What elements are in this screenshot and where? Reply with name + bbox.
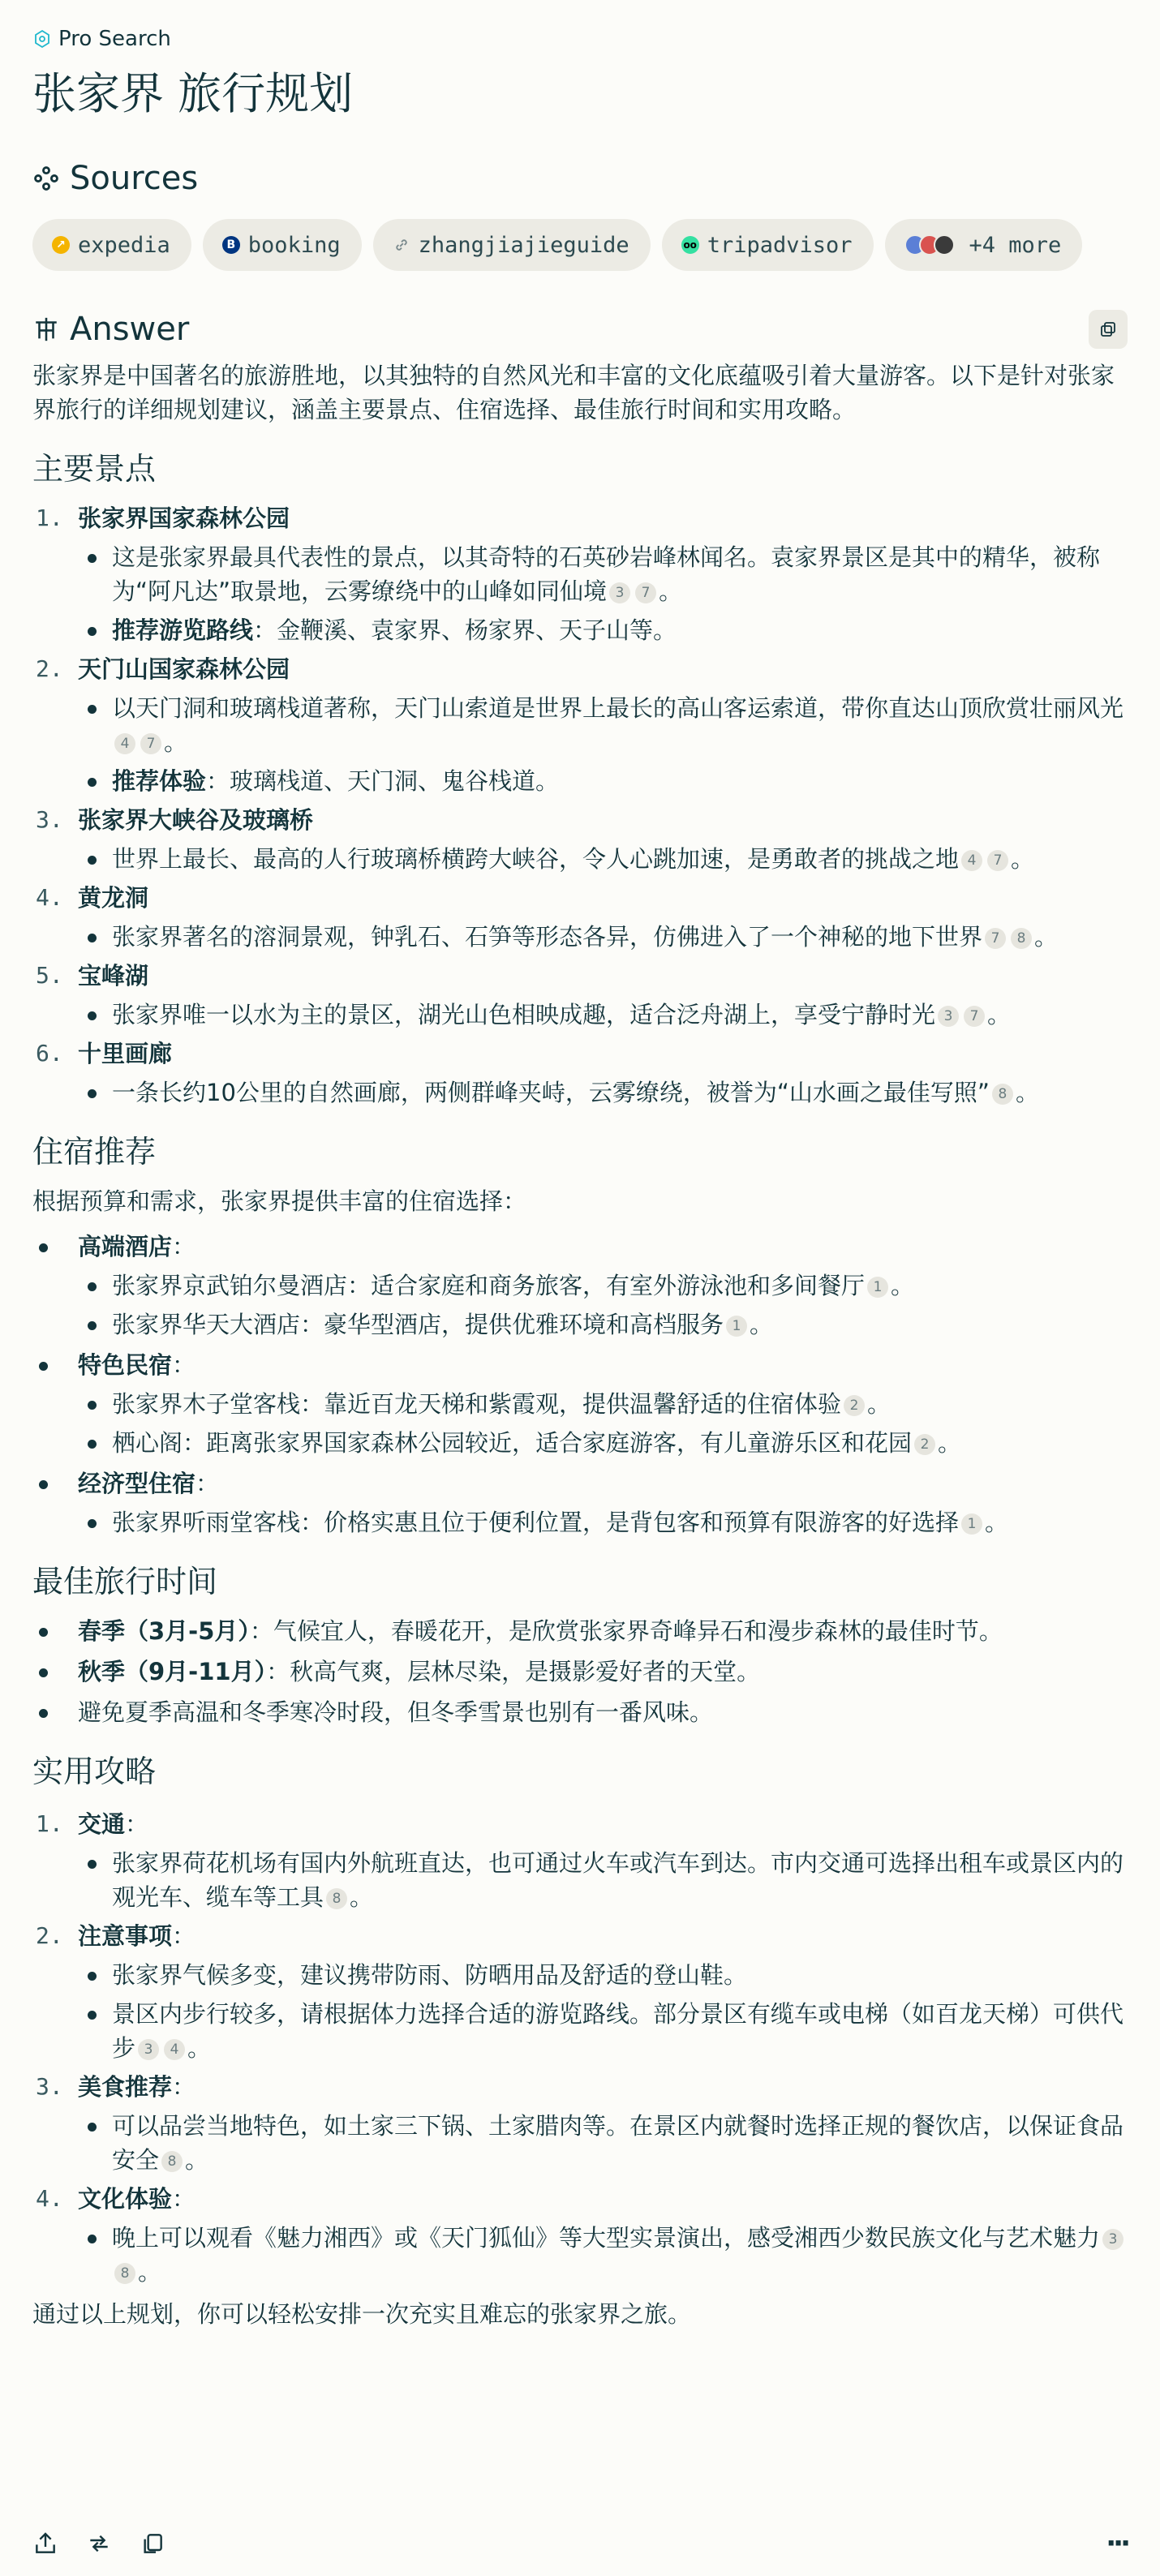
citation-badge[interactable]: 8 bbox=[1011, 928, 1032, 949]
sublist bbox=[78, 1075, 1128, 1110]
bullet-item bbox=[78, 540, 1128, 608]
list-item bbox=[32, 1037, 1128, 1110]
copy-icon bbox=[1098, 320, 1118, 339]
list-item-title: 张家界国家森林公园 bbox=[78, 504, 290, 532]
answer-body bbox=[32, 358, 1128, 2331]
sources-heading-text: Sources bbox=[70, 160, 199, 197]
bullet-item bbox=[78, 1997, 1128, 2065]
list-item bbox=[32, 501, 1128, 647]
list-item bbox=[32, 1919, 1128, 2065]
bullet-item bbox=[78, 2109, 1128, 2177]
colon: ： bbox=[172, 1351, 196, 1379]
bullet-item bbox=[78, 1958, 1128, 1992]
period: 。 bbox=[985, 1509, 1009, 1536]
more-sources-avatars-icon bbox=[904, 234, 955, 255]
list-number: 3. bbox=[36, 806, 63, 833]
attractions-list bbox=[32, 501, 1128, 1110]
bullet-item bbox=[78, 1387, 1128, 1421]
period: 。 bbox=[938, 1429, 962, 1457]
colon: ： bbox=[172, 2185, 196, 2213]
answer-intro: 张家界是中国著名的旅游胜地，以其独特的自然风光和丰富的文化底蕴吸引着大量游客。以下是针对张家界旅行的详细规划建议，涵盖主要景点、住宿选择、最佳旅行时间和实用攻略。 bbox=[32, 362, 1115, 423]
bullet-item bbox=[78, 842, 1128, 876]
bullet-text: 栖心阁：距离张家界国家森林公园较近，适合家庭游客，有儿童游乐区和花园 bbox=[112, 1429, 913, 1457]
sources-icon bbox=[32, 165, 60, 192]
bullet-item bbox=[78, 691, 1128, 759]
citation-badge[interactable]: 3 bbox=[609, 582, 630, 603]
citation-badge[interactable]: 8 bbox=[161, 2151, 183, 2172]
list-item-title: 注意事项 bbox=[78, 1922, 173, 1950]
bullet-item bbox=[78, 1505, 1128, 1539]
link-icon bbox=[393, 236, 410, 254]
sublist bbox=[78, 1846, 1128, 1914]
list-item bbox=[32, 652, 1128, 798]
bullet-item bbox=[78, 998, 1128, 1032]
period: 。 bbox=[987, 1001, 1012, 1028]
citation-badge[interactable]: 8 bbox=[114, 2263, 135, 2284]
list-number: 4. bbox=[36, 884, 63, 911]
list-item-title: 经济型住宿 bbox=[78, 1470, 196, 1497]
bullet-text: 张家界唯一以水为主的景区，湖光山色相映成趣，适合泛舟湖上，享受宁静时光 bbox=[112, 1001, 936, 1028]
list-item-title: 交通 bbox=[78, 1810, 126, 1838]
bullet-item bbox=[78, 613, 1128, 647]
period: 。 bbox=[1034, 923, 1059, 951]
share-icon[interactable] bbox=[32, 2531, 58, 2557]
bullet-text: 张家界气候多变，建议携带防雨、防晒用品及舒适的登山鞋。 bbox=[112, 1961, 748, 1989]
source-chip-booking[interactable] bbox=[203, 219, 362, 271]
source-chip-label: tripadvisor bbox=[707, 232, 853, 258]
citation-badge[interactable]: 2 bbox=[844, 1395, 865, 1416]
copy-answer-button[interactable] bbox=[1089, 310, 1128, 349]
answer-icon bbox=[32, 316, 60, 343]
sublist bbox=[78, 2109, 1128, 2177]
booking-favicon-icon: B bbox=[222, 236, 240, 254]
tips-list bbox=[32, 1807, 1128, 2289]
list-number: 1. bbox=[36, 1810, 63, 1837]
colon: ： bbox=[195, 1470, 220, 1497]
citation-badge[interactable]: 8 bbox=[992, 1084, 1013, 1105]
sublist bbox=[78, 998, 1128, 1032]
list-item bbox=[32, 803, 1128, 876]
list-item bbox=[32, 1466, 1128, 1539]
rewrite-icon[interactable] bbox=[86, 2531, 112, 2557]
answer-closing: 通过以上规划，你可以轻松安排一次充实且难忘的张家界之旅。 bbox=[32, 2300, 692, 2328]
sublist bbox=[78, 1505, 1128, 1539]
list-item bbox=[32, 1655, 1128, 1689]
tripadvisor-favicon-icon: oo bbox=[681, 236, 699, 254]
citation-badge[interactable]: 1 bbox=[867, 1277, 888, 1298]
bullet-text: ：气候宜人，春暖花开，是欣赏张家界奇峰异石和漫步森林的最佳时节。 bbox=[249, 1617, 1003, 1645]
bullet-item bbox=[78, 764, 1128, 798]
list-item-title: 张家界大峡谷及玻璃桥 bbox=[78, 806, 314, 834]
period: 。 bbox=[1011, 845, 1035, 873]
source-chip-label: zhangjiajieguide bbox=[418, 232, 629, 258]
expedia-favicon-icon: ↗ bbox=[52, 236, 70, 254]
sources-list bbox=[32, 219, 1128, 271]
bullet-label: 秋季（9月-11月） bbox=[78, 1658, 267, 1685]
bullet-item bbox=[78, 1426, 1128, 1460]
citation-badge[interactable]: 3 bbox=[138, 2039, 159, 2060]
period: 。 bbox=[1015, 1079, 1039, 1106]
bullet-item bbox=[78, 2221, 1128, 2289]
sublist bbox=[78, 920, 1128, 954]
list-number: 4. bbox=[36, 2185, 63, 2212]
bullet-text: 晚上可以观看《魅力湘西》或《天门狐仙》等大型实景演出，感受湘西少数民族文化与艺术魅力 bbox=[112, 2224, 1101, 2252]
section-heading-attractions: 主要景点 bbox=[32, 451, 157, 487]
accommodation-list bbox=[32, 1230, 1128, 1539]
list-item bbox=[32, 1348, 1128, 1460]
list-item-title: 特色民宿 bbox=[78, 1351, 173, 1379]
section-heading-best-time: 最佳旅行时间 bbox=[32, 1564, 218, 1599]
bullet-text: 世界上最长、最高的人行玻璃桥横跨大峡谷，令人心跳加速，是勇敢者的挑战之地 bbox=[112, 845, 960, 873]
list-number: 3. bbox=[36, 2073, 63, 2100]
bullet-label: 春季（3月-5月） bbox=[78, 1617, 250, 1645]
list-item-title: 十里画廊 bbox=[78, 1040, 173, 1067]
source-chip-zhangjiajieguide[interactable] bbox=[373, 219, 651, 271]
more-sources-label: +4 more bbox=[969, 232, 1062, 258]
copy-icon[interactable] bbox=[140, 2531, 165, 2557]
bullet-text: 张家界华天大酒店：豪华型酒店，提供优雅环境和高档服务 bbox=[112, 1311, 724, 1338]
citation-badge[interactable]: 7 bbox=[985, 928, 1006, 949]
citation-badge[interactable]: 4 bbox=[164, 2039, 185, 2060]
citation-badge[interactable]: 2 bbox=[914, 1434, 935, 1455]
bullet-item bbox=[78, 1269, 1128, 1303]
citation-badge[interactable]: 3 bbox=[1102, 2229, 1123, 2250]
pro-search-label bbox=[32, 24, 1128, 54]
answer-heading bbox=[32, 307, 1128, 352]
bullet-item bbox=[78, 920, 1128, 954]
bullet-text: 张家界听雨堂客栈：价格实惠且位于便利位置，是背包客和预算有限游客的好选择 bbox=[112, 1509, 960, 1536]
sublist bbox=[78, 2221, 1128, 2289]
source-chip-tripadvisor[interactable] bbox=[662, 219, 874, 271]
source-chip-label: expedia bbox=[78, 232, 170, 258]
list-number: 1. bbox=[36, 504, 63, 531]
sources-heading bbox=[32, 156, 1128, 201]
citation-badge[interactable]: 7 bbox=[964, 1006, 985, 1027]
colon: ： bbox=[172, 1922, 196, 1950]
page-title: 张家界 旅行规划 bbox=[32, 68, 354, 119]
sublist bbox=[78, 1269, 1128, 1342]
citation-badge[interactable]: 7 bbox=[987, 850, 1008, 871]
pro-search-text: Pro Search bbox=[58, 27, 171, 51]
list-item-title: 高端酒店 bbox=[78, 1233, 173, 1260]
best-time-list bbox=[32, 1614, 1128, 1729]
bullet-text: 一条长约10公里的自然画廊，两侧群峰夹峙，云雾缭绕，被誉为“山水画之最佳写照” bbox=[112, 1079, 990, 1106]
period: 。 bbox=[350, 1883, 374, 1911]
answer-toolbar bbox=[32, 2527, 1128, 2560]
list-item bbox=[32, 959, 1128, 1032]
list-item bbox=[32, 2070, 1128, 2177]
citation-badge[interactable]: 4 bbox=[961, 850, 982, 871]
period: 。 bbox=[138, 2258, 162, 2286]
sublist bbox=[78, 1387, 1128, 1460]
colon: ： bbox=[125, 1810, 149, 1838]
list-item bbox=[32, 1695, 1128, 1729]
list-item-title: 美食推荐 bbox=[78, 2073, 173, 2101]
more-options-button[interactable]: ··· bbox=[1106, 2527, 1128, 2560]
list-item-title: 宝峰湖 bbox=[78, 962, 149, 990]
list-item bbox=[32, 2182, 1128, 2289]
colon: ： bbox=[172, 2073, 196, 2101]
pro-search-icon bbox=[32, 29, 52, 49]
section-heading-accommodation: 住宿推荐 bbox=[32, 1134, 157, 1170]
list-number: 2. bbox=[36, 655, 63, 682]
list-item-title: 天门山国家森林公园 bbox=[78, 655, 290, 683]
section-heading-tips: 实用攻略 bbox=[32, 1754, 157, 1789]
period: 。 bbox=[891, 1272, 915, 1299]
bullet-text: 可以品尝当地特色，如土家三下锅、土家腊肉等。在景区内就餐时选择正规的餐饮店，以保证食品安全 bbox=[112, 2112, 1124, 2174]
list-item bbox=[32, 881, 1128, 954]
sublist bbox=[78, 842, 1128, 876]
period: 。 bbox=[750, 1311, 774, 1338]
answer-heading-text: Answer bbox=[70, 311, 190, 348]
bullet-item bbox=[78, 1307, 1128, 1342]
citation-badge[interactable]: 1 bbox=[961, 1513, 982, 1535]
bullet-text: ：秋高气爽，层林尽染，是摄影爱好者的天堂。 bbox=[266, 1658, 761, 1685]
sublist bbox=[78, 1958, 1128, 2065]
bullet-label: 推荐游览路线 bbox=[112, 616, 254, 644]
citation-badge[interactable]: 8 bbox=[326, 1888, 347, 1909]
citation-badge[interactable]: 7 bbox=[140, 733, 161, 754]
sublist bbox=[78, 691, 1128, 798]
citation-badge[interactable]: 7 bbox=[635, 582, 656, 603]
list-item bbox=[32, 1230, 1128, 1342]
citation-badge[interactable]: 3 bbox=[938, 1006, 959, 1027]
bullet-item bbox=[78, 1075, 1128, 1110]
bullet-text: 以天门洞和玻璃栈道著称，天门山索道是世界上最长的高山客运索道，带你直达山顶欣赏壮丽风光 bbox=[112, 694, 1124, 722]
period: 。 bbox=[187, 2034, 212, 2062]
bullet-text: 张家界京武铂尔曼酒店：适合家庭和商务旅客，有室外游泳池和多间餐厅 bbox=[112, 1272, 866, 1299]
bullet-text: 张家界木子堂客栈：靠近百龙天梯和紫霞观，提供温馨舒适的住宿体验 bbox=[112, 1390, 842, 1418]
sublist bbox=[78, 540, 1128, 647]
citation-badge[interactable]: 4 bbox=[114, 733, 135, 754]
accommodation-intro: 根据预算和需求，张家界提供丰富的住宿选择： bbox=[32, 1187, 527, 1215]
source-chip-expedia[interactable] bbox=[32, 219, 191, 271]
bullet-text: 张家界著名的溶洞景观，钟乳石、石笋等形态各异，仿佛进入了一个神秘的地下世界 bbox=[112, 923, 983, 951]
list-number: 6. bbox=[36, 1040, 63, 1067]
period: 。 bbox=[185, 2146, 209, 2174]
list-number: 2. bbox=[36, 1922, 63, 1949]
colon: ： bbox=[172, 1233, 196, 1260]
period: 。 bbox=[867, 1390, 891, 1418]
bullet-text: 张家界荷花机场有国内外航班直达，也可通过火车或汽车到达。市内交通可选择出租车或景区内的观光车、缆车等工具 bbox=[112, 1849, 1124, 1911]
citation-badge[interactable]: 1 bbox=[726, 1316, 747, 1337]
period: 。 bbox=[659, 577, 683, 605]
bullet-text: ：玻璃栈道、天门洞、鬼谷栈道。 bbox=[206, 767, 560, 795]
period: 。 bbox=[164, 728, 188, 756]
bullet-text: ：金鞭溪、袁家界、杨家界、天子山等。 bbox=[253, 616, 677, 644]
bullet-item bbox=[78, 1846, 1128, 1914]
bullet-text: 景区内步行较多，请根据体力选择合适的游览路线。部分景区有缆车或电梯（如百龙天梯）可供代步 bbox=[112, 2000, 1124, 2062]
source-chip-label: booking bbox=[247, 232, 341, 258]
source-chip-more[interactable] bbox=[885, 219, 1083, 271]
bullet-text: 这是张家界最具代表性的景点，以其奇特的石英砂岩峰林闻名。袁家界景区是其中的精华，被称为“阿凡达”取景地，云雾缭绕中的山峰如同仙境 bbox=[112, 543, 1101, 605]
list-item-title: 黄龙洞 bbox=[78, 884, 149, 912]
list-number: 5. bbox=[36, 962, 63, 989]
list-item-title: 文化体验 bbox=[78, 2185, 173, 2213]
bullet-label: 推荐体验 bbox=[112, 767, 207, 795]
list-item bbox=[32, 1614, 1128, 1648]
list-item bbox=[32, 1807, 1128, 1914]
bullet-text: 避免夏季高温和冬季寒冷时段，但冬季雪景也别有一番风味。 bbox=[78, 1698, 714, 1726]
